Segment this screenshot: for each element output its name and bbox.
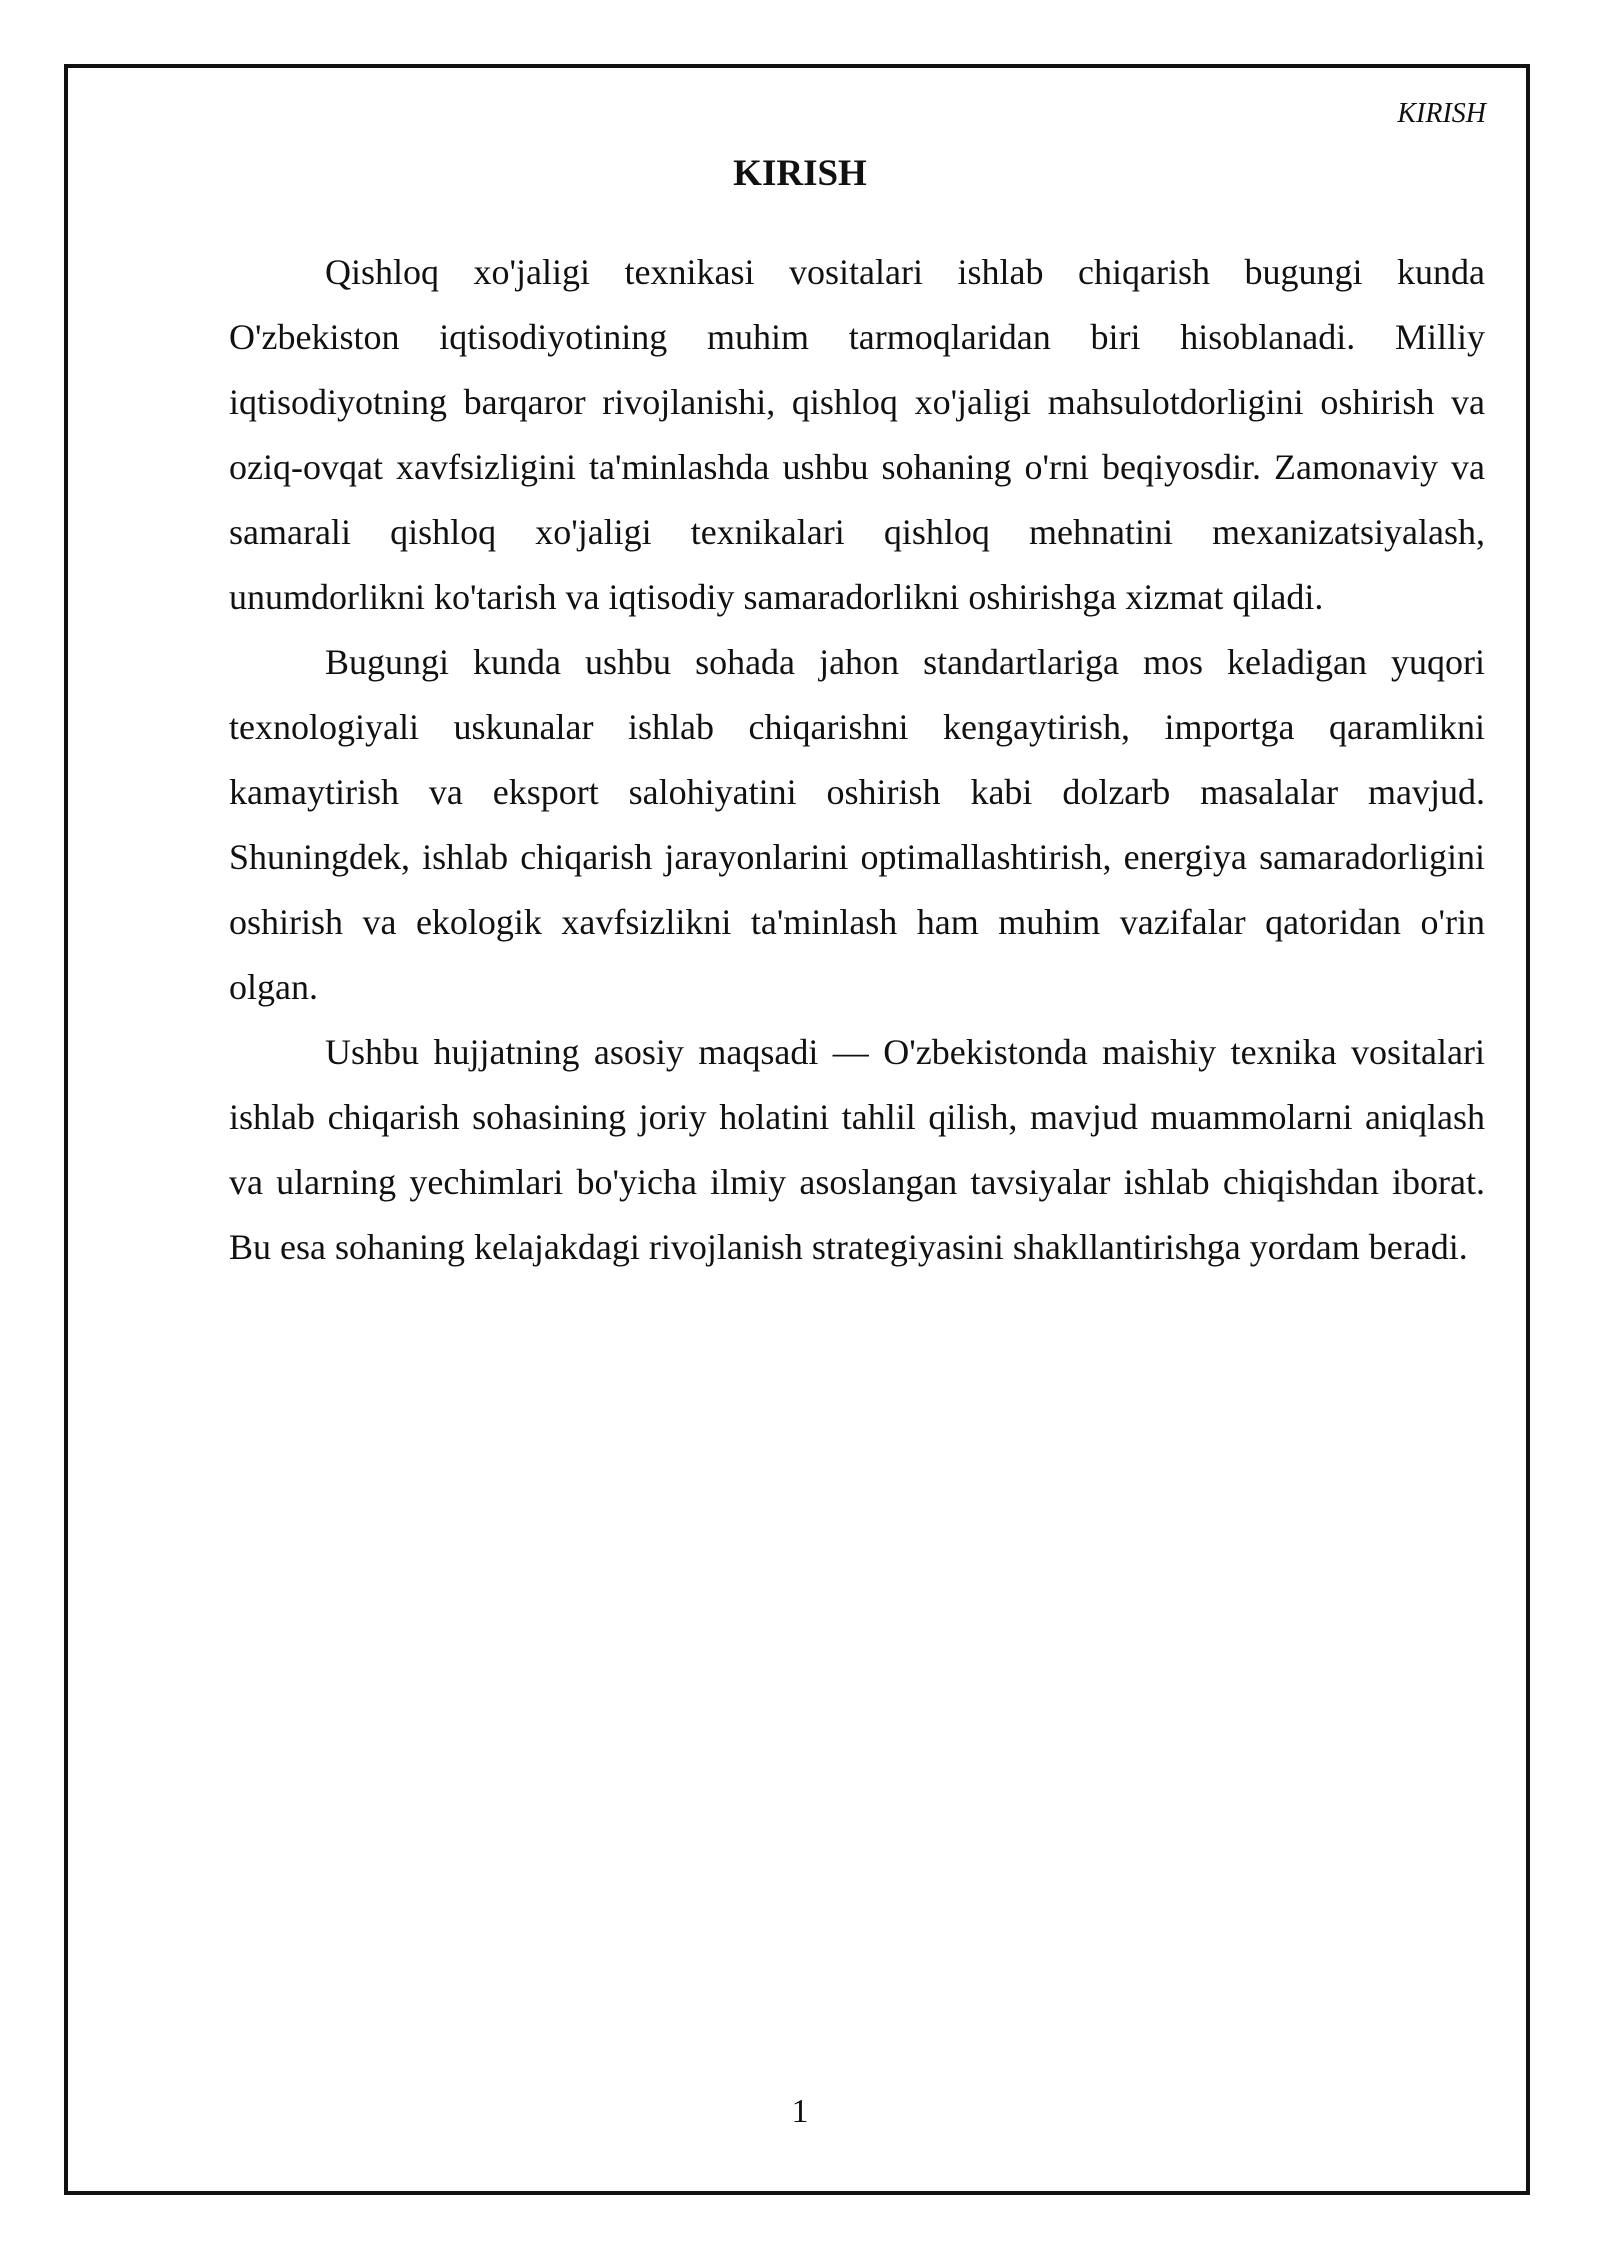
body-text (229, 240, 1485, 1280)
running-header: KIRISH (1397, 98, 1486, 129)
paragraph-2: Bugungi kunda ushbu sohada jahon standartlariga mos keladigan yuqori texnologiyali uskunalar ishlab chiqarishni kengaytirish, importga qaramlikni kamaytirish va eksport salohiyatini oshirish kabi dolzarb masalalar mavjud. Shuningdek, ishlab chiqarish jarayonlarini optimallashtirish, energiya samaradorligini oshirish va ekologik xavfsizlikni ta'minlash ham muhim vazifalar qatoridan o'rin olgan. (229, 642, 1485, 1007)
paragraph-3: Ushbu hujjatning asosiy maqsadi — O'zbekistonda maishiy texnika vositalari ishlab chiqarish sohasining joriy holatini tahlil qilish, mavjud muammolarni aniqlash va ularning yechimlari bo'yicha ilmiy asoslangan tavsiyalar ishlab chiqishdan iborat. Bu esa sohaning kelajakdagi rivojlanish strategiyasini shakllantirishga yordam beradi. (229, 1032, 1485, 1267)
page-number: 1 (791, 2093, 809, 2130)
paragraph-1: Qishloq xo'jaligi texnikasi vositalari ishlab chiqarish bugungi kunda O'zbekiston iqtisodiyotining muhim tarmoqlaridan biri hisoblanadi. Milliy iqtisodiyotning barqaror rivojlanishi, qishloq xo'jaligi mahsulotdorligini oshirish va oziq-ovqat xavfsizligini ta'minlashda ushbu sohaning o'rni beqiyosdir. Zamonaviy va samarali qishloq xo'jaligi texnikalari qishloq mehnatini mexanizatsiyalash, unumdorlikni ko'tarish va iqtisodiy samaradorlikni oshirishga xizmat qiladi. (229, 252, 1485, 617)
page-title: KIRISH (733, 153, 867, 194)
